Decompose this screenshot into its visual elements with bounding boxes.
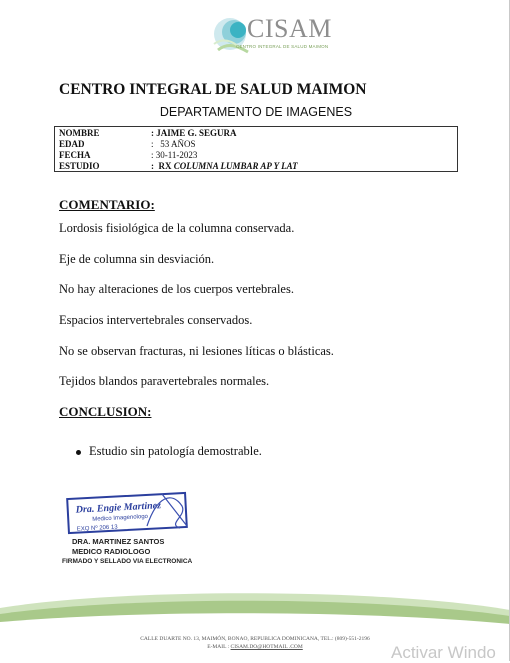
- comment-line: Espacios intervertebrales conservados.: [59, 313, 253, 327]
- footer-email-label: E-MAIL :: [207, 644, 231, 650]
- name-label: NOMBRE: [59, 128, 100, 138]
- date-value: : 30-11-2023: [151, 150, 198, 160]
- patient-date-row: [59, 150, 457, 161]
- date-label: FECHA: [59, 150, 91, 160]
- logo-tagline: CENTRO INTEGRAL DE SALUD MAIMON: [236, 44, 329, 49]
- comment-line: Tejidos blandos paravertebrales normales.: [59, 374, 270, 388]
- study-label: ESTUDIO: [59, 161, 100, 171]
- bullet-icon: [76, 450, 81, 455]
- study-value: COLUMNA LUMBAR AP Y LAT: [173, 161, 298, 171]
- comment-line: Eje de columna sin desviación.: [59, 252, 215, 266]
- signature-note: FIRMADO Y SELLADO VIA ELECTRONICA: [62, 558, 193, 565]
- footer-email-link[interactable]: CISAM.DO@HOTMAIL .COM: [230, 644, 303, 650]
- signer-name: DRA. MARTINEZ SANTOS: [72, 537, 165, 546]
- stamp-role: Medico Imagenologo: [92, 513, 149, 523]
- logo-wordmark: CISAM: [247, 14, 332, 43]
- department-subtitle: DEPARTAMENTO DE IMAGENES: [159, 105, 353, 119]
- conclusion-heading: CONCLUSION:: [59, 404, 152, 419]
- age-label: EDAD: [59, 139, 85, 149]
- footer-address: CALLE DUARTE NO. 13, MAIMÓN, BONAO, REPUBLICA DOMINICANA, TEL.: (809)-551-2196: [140, 636, 370, 642]
- age-value: : 53 AÑOS: [151, 139, 196, 149]
- comment-line: No hay alteraciones de los cuerpos vertebrales.: [59, 282, 294, 296]
- comment-heading: COMENTARIO:: [59, 197, 155, 212]
- activation-watermark: Activar Windo: [391, 643, 496, 662]
- conclusion-item: Estudio sin patología demostrable.: [89, 444, 262, 458]
- stamp-exq: EXQ Nº 206 13: [76, 524, 118, 533]
- comment-line: Lordosis fisiológica de la columna conservada.: [59, 221, 295, 235]
- patient-name-row: [59, 128, 457, 139]
- study-value-wrap: [151, 161, 298, 172]
- study-prefix: : RX: [151, 161, 174, 171]
- comment-line: No se observan fracturas, ni lesiones líticas o blásticas.: [59, 344, 334, 358]
- stamp-name: Dra. Engie Martinez: [75, 500, 162, 516]
- name-value: : JAIME G. SEGURA: [151, 128, 237, 138]
- document-title: CENTRO INTEGRAL DE SALUD MAIMON: [59, 81, 367, 98]
- signature-stamp: [62, 486, 202, 538]
- patient-study-row: [59, 161, 457, 172]
- patient-age-row: [59, 139, 457, 150]
- signer-role: MEDICO RADIOLOGO: [72, 547, 151, 556]
- patient-info-box: [54, 126, 458, 172]
